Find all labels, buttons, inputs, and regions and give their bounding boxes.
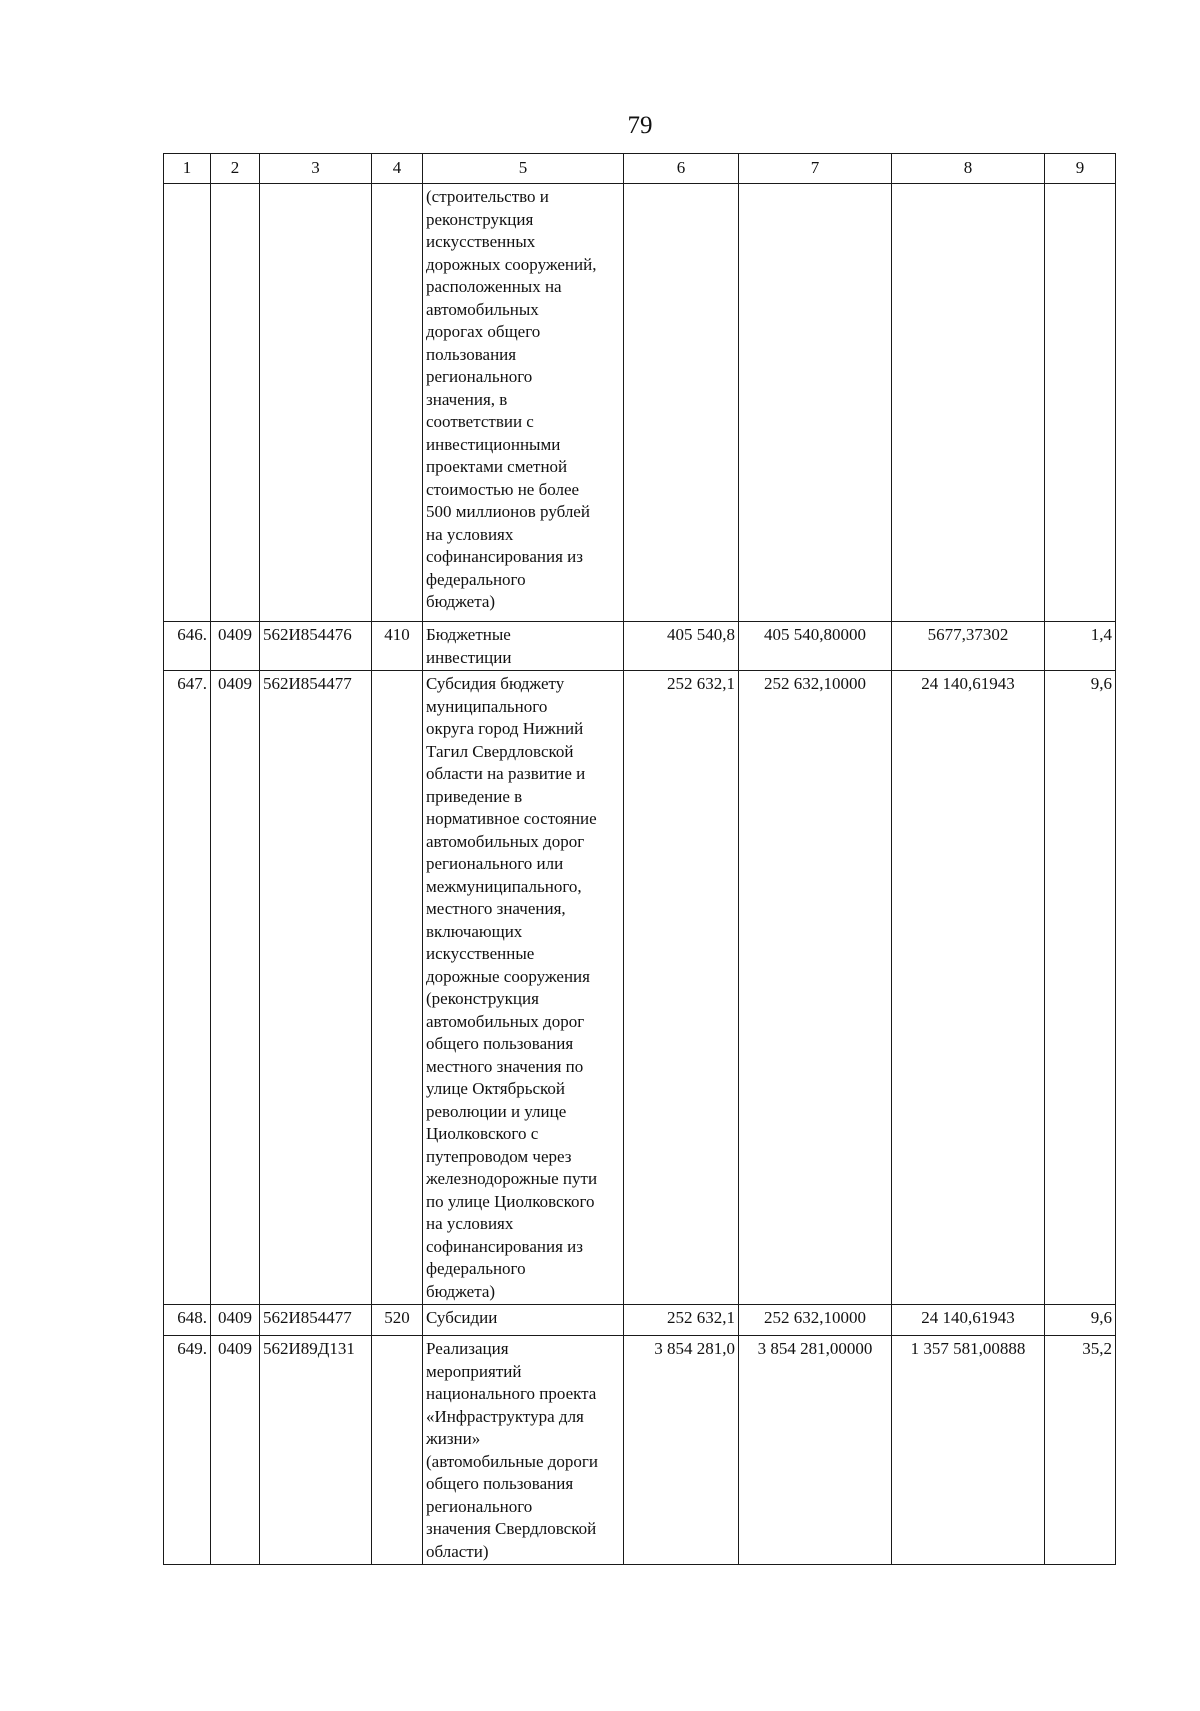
column-header: 3 [260, 154, 372, 184]
row-number-cell [164, 622, 211, 671]
percent-col9: 1,4 [1090, 625, 1112, 644]
target-article-code: 562И854476 [263, 625, 352, 644]
column-header: 7 [739, 154, 892, 184]
percent-col9-cell [1045, 1336, 1116, 1565]
amount-col6: 252 632,1 [667, 1308, 735, 1327]
section-code: 0409 [218, 674, 252, 693]
row-number: 648. [177, 1308, 207, 1327]
column-header: 1 [164, 154, 211, 184]
row-number: 649. [177, 1339, 207, 1358]
table-row [164, 1305, 1116, 1336]
row-number-cell [164, 1336, 211, 1565]
target-article-code-cell [260, 184, 372, 622]
target-article-code: 562И854477 [263, 674, 352, 693]
expense-type-code: 410 [384, 625, 410, 644]
row-number-cell [164, 184, 211, 622]
table-header-row [164, 154, 1116, 184]
amount-col6-cell [624, 671, 739, 1305]
page-number: 79 [627, 112, 653, 139]
column-header: 4 [372, 154, 423, 184]
percent-col9: 35,2 [1082, 1339, 1112, 1358]
section-code: 0409 [218, 625, 252, 644]
amount-col7-cell [739, 1336, 892, 1565]
column-header: 2 [211, 154, 260, 184]
section-code-cell [211, 622, 260, 671]
row-number: 647. [177, 674, 207, 693]
column-header: 8 [892, 154, 1045, 184]
table-row [164, 622, 1116, 671]
expense-type-code-cell [372, 184, 423, 622]
percent-col9-cell [1045, 184, 1116, 622]
row-number-cell [164, 1305, 211, 1336]
section-code-cell [211, 184, 260, 622]
section-code: 0409 [218, 1308, 252, 1327]
target-article-code-cell [260, 622, 372, 671]
amount-col7: 3 854 281,00000 [757, 1339, 873, 1358]
target-article-code-cell [260, 1336, 372, 1565]
row-name: Реализация мероприятий национального проекта «Инфраструктура для жизни» (автомобильные дороги общего пользования регионального значения Свердловской области) [426, 1339, 598, 1561]
amount-col7: 252 632,10000 [764, 674, 866, 693]
percent-col9: 9,6 [1090, 674, 1112, 693]
amount-col8-cell [892, 1336, 1045, 1565]
amount-col8: 24 140,61943 [921, 1308, 1015, 1327]
section-code-cell [211, 1336, 260, 1565]
amount-col8-cell [892, 671, 1045, 1305]
row-number-cell [164, 671, 211, 1305]
amount-col6: 3 854 281,0 [654, 1339, 735, 1358]
amount-col7: 405 540,80000 [764, 625, 866, 644]
expense-type-code: 520 [384, 1308, 410, 1327]
row-name: Субсидия бюджету муниципального округа город Нижний Тагил Свердловской области на развитие и приведение в нормативное состояние автомобильных дорог регионального или межмуниципального, местного значения, включающих искусственные дорожные сооружения (реконструкция автомобильных дорог общего пользования местного значения по улице Октябрьской революции и улице Циолковского с путепроводом через железнодорожные пути по улице Циолковского на условиях софинансирования из федерального бюджета) [426, 674, 598, 1301]
amount-col8: 1 357 581,00888 [910, 1339, 1026, 1358]
amount-col6: 252 632,1 [667, 674, 735, 693]
target-article-code-cell [260, 1305, 372, 1336]
column-header: 5 [423, 154, 624, 184]
amount-col8-cell [892, 184, 1045, 622]
percent-col9-cell [1045, 622, 1116, 671]
amount-col6: 405 540,8 [667, 625, 735, 644]
section-code-cell [211, 1305, 260, 1336]
table-row [164, 1336, 1116, 1565]
amount-col8-cell [892, 622, 1045, 671]
row-name-cell [423, 184, 624, 622]
percent-col9-cell [1045, 1305, 1116, 1336]
expense-type-code-cell [372, 671, 423, 1305]
amount-col7: 252 632,10000 [764, 1308, 866, 1327]
amount-col8: 5677,37302 [927, 625, 1009, 644]
amount-col7-cell [739, 622, 892, 671]
amount-col6-cell [624, 184, 739, 622]
row-name-cell [423, 671, 624, 1305]
row-name: Бюджетные инвестиции [426, 625, 512, 667]
amount-col8-cell [892, 1305, 1045, 1336]
percent-col9: 9,6 [1090, 1308, 1112, 1327]
amount-col7-cell [739, 671, 892, 1305]
expense-type-code-cell [372, 1336, 423, 1565]
column-header: 6 [624, 154, 739, 184]
row-number: 646. [177, 625, 207, 644]
amount-col8: 24 140,61943 [921, 674, 1015, 693]
amount-col6-cell [624, 1336, 739, 1565]
amount-col6-cell [624, 622, 739, 671]
expense-type-code-cell [372, 1305, 423, 1336]
row-name-cell [423, 1305, 624, 1336]
expense-type-code-cell [372, 622, 423, 671]
column-header: 9 [1045, 154, 1116, 184]
table-row [164, 671, 1116, 1305]
section-code: 0409 [218, 1339, 252, 1358]
amount-col7-cell [739, 184, 892, 622]
target-article-code: 562И89Д131 [263, 1339, 355, 1358]
target-article-code: 562И854477 [263, 1308, 352, 1327]
table-body [164, 184, 1116, 1565]
row-name-cell [423, 622, 624, 671]
row-name: Субсидии [426, 1308, 498, 1327]
section-code-cell [211, 671, 260, 1305]
percent-col9-cell [1045, 671, 1116, 1305]
amount-col7-cell [739, 1305, 892, 1336]
row-name: (строительство и реконструкция искусственных дорожных сооружений, расположенных на автомобильных дорогах общего пользования регионального значения, в соответствии с инвестиционными проектами сметной стоимостью не более 500 миллионов рублей на условиях софинансирования из федерального бюджета) [426, 187, 597, 611]
table-row [164, 184, 1116, 622]
target-article-code-cell [260, 671, 372, 1305]
amount-col6-cell [624, 1305, 739, 1336]
row-name-cell [423, 1336, 624, 1565]
budget-table [163, 153, 1116, 1565]
